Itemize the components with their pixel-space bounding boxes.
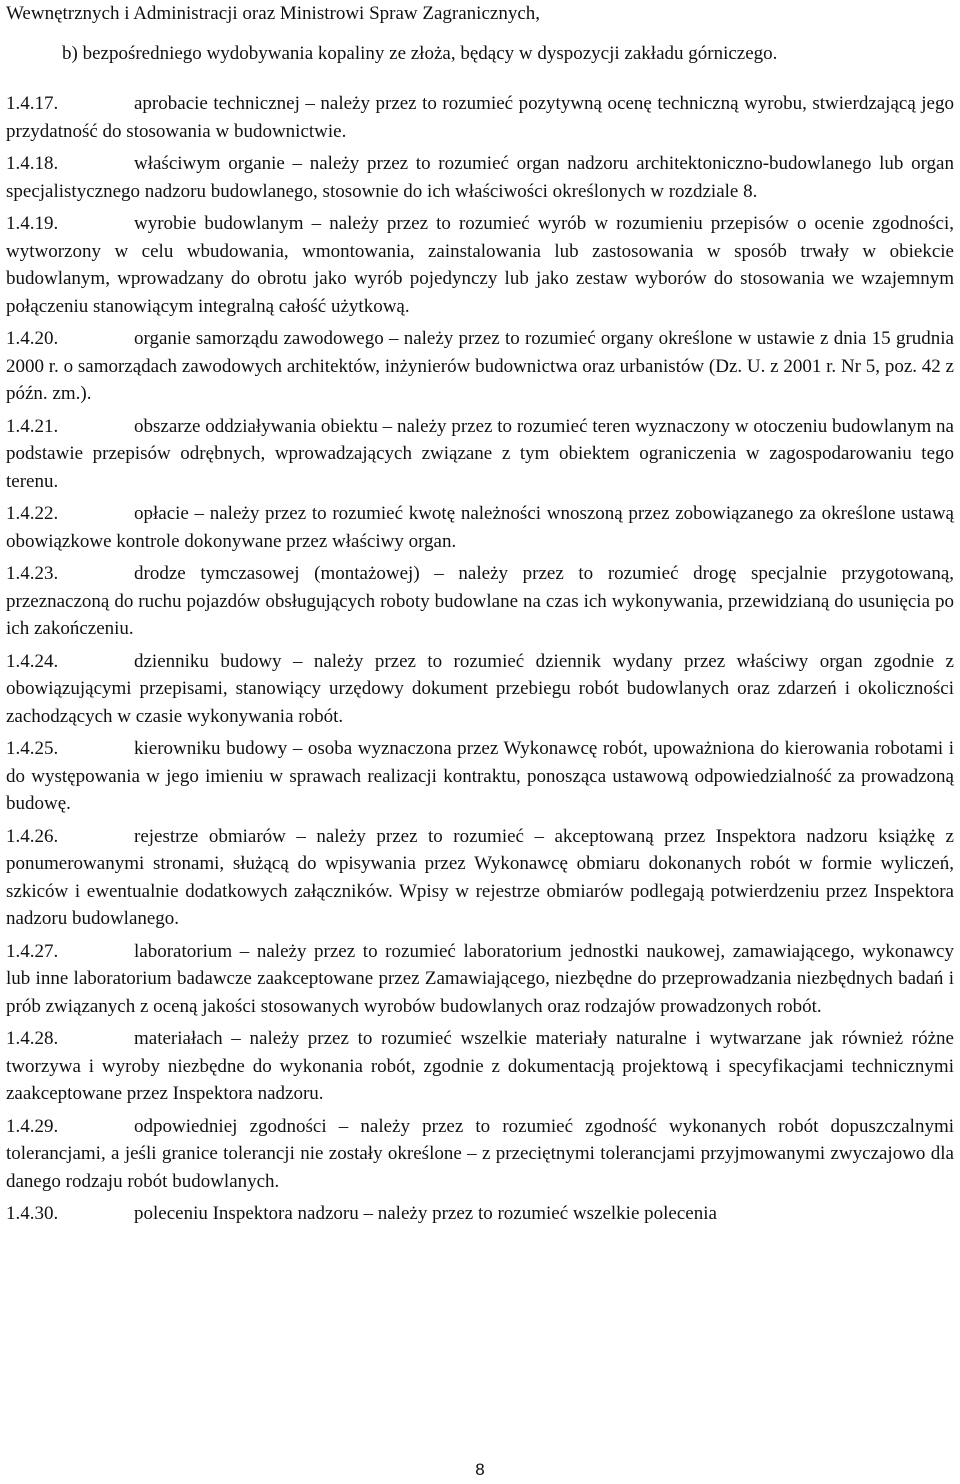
definition-text: laboratorium – należy przez to rozumieć laboratorium jednostki naukowej, zamawiającego, wykonawcy lub inne laboratorium badawcze zaakceptowane przez Zamawiającego, niezbędne do przeprowadzania niezbędnych badań i prób związanych z oceną jakości stosowanych wyrobów budowlanych oraz rodzajów prowadzonych robót. <box>6 940 954 1017</box>
definition-1-4-25 <box>6 735 954 818</box>
definition-number: 1.4.20. <box>6 328 59 349</box>
definition-text: właściwym organie – należy przez to rozumieć organ nadzoru architektoniczno-budowlanego lub organ specjalistycznego nadzoru budowlanego, stosownie do ich właściwości określonych w rozdziale 8. <box>6 153 954 202</box>
definition-1-4-19 <box>6 210 954 320</box>
definition-1-4-29 <box>6 1113 954 1196</box>
definition-number: 1.4.18. <box>6 153 59 174</box>
definition-1-4-17 <box>6 90 954 145</box>
definition-1-4-23 <box>6 560 954 643</box>
definition-text: rejestrze obmiarów – należy przez to rozumieć – akceptowaną przez Inspektora nadzoru książkę z ponumerowanymi stronami, służącą do wpisywania przez Wykonawcę obmiaru dokonanych robót w formie wyliczeń, szkiców i ewentualnie dodatkowych załączników. Wpisy w rejestrze obmiarów podlegają potwierdzeniu przez Inspektora nadzoru budowlanego. <box>6 825 954 929</box>
definition-1-4-22 <box>6 500 954 555</box>
definition-1-4-20 <box>6 325 954 408</box>
definition-text: dzienniku budowy – należy przez to rozumieć dziennik wydany przez właściwy organ zgodnie z obowiązującymi przepisami, stanowiący urzędowy dokument przebiegu robót budowlanych oraz zdarzeń i okoliczności zachodzących w czasie wykonywania robót. <box>6 650 954 727</box>
definition-number: 1.4.29. <box>6 1115 59 1137</box>
definition-text: wyrobie budowlanym – należy przez to rozumieć wyrób w rozumieniu przepisów o ocenie zgodności, wytworzony w celu wbudowania, wmontowania, zainstalowania lub zastosowania w sposób trwały w obiekcie budowlanym, wprowadzany do obrotu jako wyrób pojedynczy lub jako zestaw wyborów do stosowania we wzajemnym połączeniu stanowiącym integralną całość użytkową. <box>6 213 954 317</box>
definition-1-4-30 <box>6 1200 954 1228</box>
definition-number: 1.4.24. <box>6 650 59 672</box>
page-number: 8 <box>475 1460 485 1479</box>
definition-number: 1.4.25. <box>6 738 59 759</box>
definition-1-4-28 <box>6 1025 954 1108</box>
definition-number: 1.4.21. <box>6 415 59 437</box>
list-item-b: b) bezpośredniego wydobywania kopaliny ze złoża, będący w dyspozycji zakładu górniczego. <box>62 43 778 64</box>
definition-text: organie samorządu zawodowego – należy przez to rozumieć organy określone w ustawie z dnia 15 grudnia 2000 r. o samorządach zawodowych architektów, inżynierów budownictwa oraz urbanistów (Dz. U. z 2001 r. Nr 5, poz. 42 z późn. zm.). <box>6 328 954 404</box>
definition-1-4-21 <box>6 413 954 496</box>
continuation-line: Wewnętrznych i Administracji oraz Ministrowi Spraw Zagranicznych, <box>6 3 541 24</box>
definition-number: 1.4.30. <box>6 1203 59 1224</box>
definition-number: 1.4.23. <box>6 563 59 584</box>
definition-1-4-24 <box>6 648 954 731</box>
definition-text: drodze tymczasowej (montażowej) – należy przez to rozumieć drogę specjalnie przygotowaną, przeznaczoną do ruchu pojazdów obsługujących roboty budowlane na czas ich wykonywania, przewidzianą do usunięcia po ich zakończeniu. <box>6 563 954 639</box>
definition-text: aprobacie technicznej – należy przez to rozumieć pozytywną ocenę techniczną wyrobu, stwierdzającą jego przydatność do stosowania w budownictwie. <box>6 93 954 142</box>
definition-1-4-26 <box>6 823 954 933</box>
definition-text: materiałach – należy przez to rozumieć wszelkie materiały naturalne i wytwarzane jak również różne tworzywa i wyroby niezbędne do wykonania robót, zgodnie z dokumentacją projektową i specyfikacjami technicznymi zaakceptowane przez Inspektora nadzoru. <box>6 1028 954 1104</box>
definition-1-4-27 <box>6 938 954 1021</box>
definition-number: 1.4.26. <box>6 825 59 847</box>
definition-1-4-18 <box>6 150 954 205</box>
definition-number: 1.4.28. <box>6 1028 59 1049</box>
definition-text: kierowniku budowy – osoba wyznaczona przez Wykonawcę robót, upoważniona do kierowania robotami i do występowania w jego imieniu w sprawach realizacji kontraktu, ponosząca ustawową odpowiedzialność za prowadzoną budowę. <box>6 738 954 814</box>
definitions-list <box>6 90 954 1233</box>
definition-number: 1.4.17. <box>6 93 59 114</box>
definition-text: odpowiedniej zgodności – należy przez to rozumieć zgodność wykonanych robót dopuszczalnymi tolerancjami, a jeśli granice tolerancji nie zostały określone – z przeciętnymi tolerancjami przyjmowanymi zwyczajowo dla danego rodzaju robót budowlanych. <box>6 1115 954 1192</box>
definition-text: obszarze oddziaływania obiektu – należy przez to rozumieć teren wyznaczony w otoczeniu budowlanym na podstawie przepisów odrębnych, wprowadzających związane z tym obiektem ograniczenia w zagospodarowaniu tego terenu. <box>6 415 954 492</box>
definition-text: poleceniu Inspektora nadzoru – należy przez to rozumieć wszelkie polecenia <box>134 1203 717 1224</box>
definition-number: 1.4.22. <box>6 503 59 524</box>
definition-number: 1.4.19. <box>6 213 59 234</box>
definition-number: 1.4.27. <box>6 940 59 962</box>
definition-text: opłacie – należy przez to rozumieć kwotę należności wnoszoną przez zobowiązanego za określone ustawą obowiązkowe kontrole dokonywane przez właściwy organ. <box>6 503 954 552</box>
